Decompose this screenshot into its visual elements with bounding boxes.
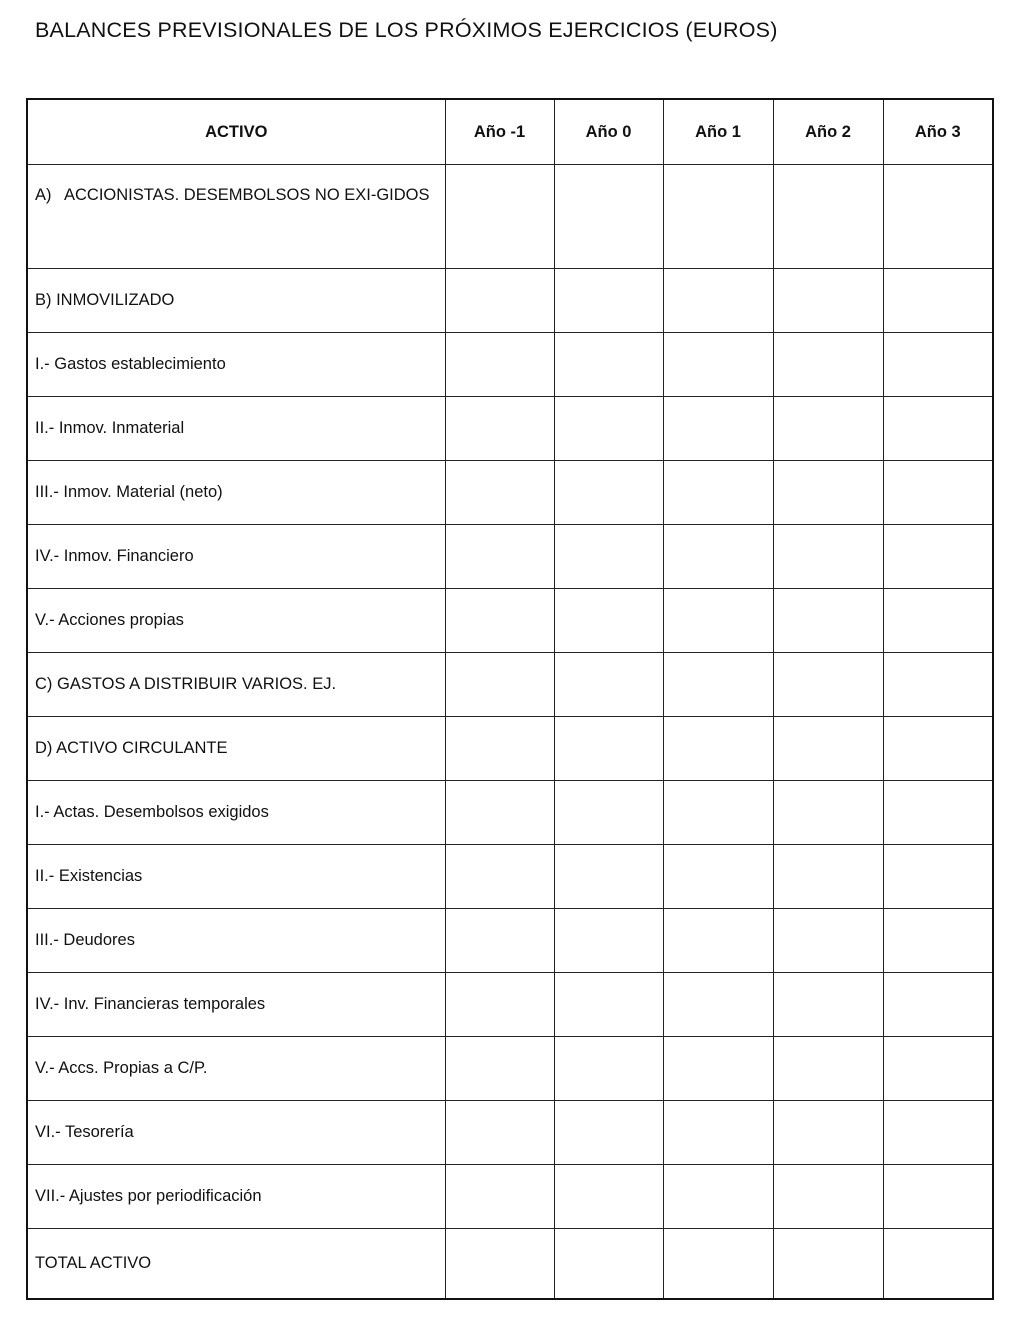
header-year-minus-1: Año -1	[445, 99, 554, 165]
cell-year-3[interactable]	[883, 1229, 993, 1300]
cell-year-0[interactable]	[554, 165, 663, 269]
header-activo: ACTIVO	[27, 99, 445, 165]
cell-year-1[interactable]	[663, 269, 773, 333]
cell-year-0[interactable]	[554, 461, 663, 525]
header-row	[27, 99, 993, 165]
cell-year-2[interactable]	[773, 781, 883, 845]
cell-year-1[interactable]	[663, 909, 773, 973]
row-label: III.- Deudores	[27, 909, 445, 973]
cell-year-minus-1[interactable]	[445, 845, 554, 909]
table-row	[27, 589, 993, 653]
cell-year-1[interactable]	[663, 1101, 773, 1165]
cell-year-3[interactable]	[883, 333, 993, 397]
balance-table	[26, 98, 994, 1300]
cell-year-1[interactable]	[663, 717, 773, 781]
header-year-3: Año 3	[883, 99, 993, 165]
cell-year-minus-1[interactable]	[445, 717, 554, 781]
row-label: V.- Acciones propias	[27, 589, 445, 653]
table-row	[27, 653, 993, 717]
header-year-2: Año 2	[773, 99, 883, 165]
cell-year-2[interactable]	[773, 653, 883, 717]
cell-year-2[interactable]	[773, 1165, 883, 1229]
cell-year-minus-1[interactable]	[445, 973, 554, 1037]
table-row	[27, 165, 993, 269]
cell-year-0[interactable]	[554, 397, 663, 461]
cell-year-3[interactable]	[883, 1101, 993, 1165]
cell-year-1[interactable]	[663, 165, 773, 269]
cell-year-1[interactable]	[663, 333, 773, 397]
cell-year-1[interactable]	[663, 781, 773, 845]
cell-year-1[interactable]	[663, 589, 773, 653]
total-row	[27, 1229, 993, 1300]
cell-year-3[interactable]	[883, 525, 993, 589]
cell-year-3[interactable]	[883, 909, 993, 973]
row-label: I.- Gastos establecimiento	[27, 333, 445, 397]
row-label: C) GASTOS A DISTRIBUIR VARIOS. EJ.	[27, 653, 445, 717]
row-label: III.- Inmov. Material (neto)	[27, 461, 445, 525]
cell-year-2[interactable]	[773, 1037, 883, 1101]
cell-year-minus-1[interactable]	[445, 781, 554, 845]
cell-year-minus-1[interactable]	[445, 589, 554, 653]
cell-year-3[interactable]	[883, 461, 993, 525]
cell-year-minus-1[interactable]	[445, 1037, 554, 1101]
table-row	[27, 269, 993, 333]
cell-year-2[interactable]	[773, 165, 883, 269]
row-label: D) ACTIVO CIRCULANTE	[27, 717, 445, 781]
cell-year-minus-1[interactable]	[445, 165, 554, 269]
row-label: VII.- Ajustes por periodificación	[27, 1165, 445, 1229]
cell-year-0[interactable]	[554, 1165, 663, 1229]
cell-year-3[interactable]	[883, 973, 993, 1037]
row-label: II.- Existencias	[27, 845, 445, 909]
cell-year-3[interactable]	[883, 165, 993, 269]
row-text: ACCIONISTAS. DESEMBOLSOS NO EXI-GIDOS	[64, 186, 430, 204]
cell-year-1[interactable]	[663, 1229, 773, 1300]
cell-year-2[interactable]	[773, 717, 883, 781]
cell-year-2[interactable]	[773, 397, 883, 461]
cell-year-3[interactable]	[883, 397, 993, 461]
table-row	[27, 333, 993, 397]
page-title: BALANCES PREVISIONALES DE LOS PRÓXIMOS EJERCICIOS (EUROS)	[35, 18, 778, 42]
row-label: IV.- Inv. Financieras temporales	[27, 973, 445, 1037]
cell-year-2[interactable]	[773, 269, 883, 333]
cell-year-3[interactable]	[883, 717, 993, 781]
cell-year-1[interactable]	[663, 1037, 773, 1101]
cell-year-3[interactable]	[883, 653, 993, 717]
cell-year-minus-1[interactable]	[445, 269, 554, 333]
cell-year-1[interactable]	[663, 461, 773, 525]
cell-year-minus-1[interactable]	[445, 1229, 554, 1300]
cell-year-1[interactable]	[663, 525, 773, 589]
table-row	[27, 973, 993, 1037]
row-label: VI.- Tesorería	[27, 1101, 445, 1165]
cell-year-3[interactable]	[883, 269, 993, 333]
table-row	[27, 717, 993, 781]
cell-year-1[interactable]	[663, 845, 773, 909]
row-label: II.- Inmov. Inmaterial	[27, 397, 445, 461]
cell-year-minus-1[interactable]	[445, 397, 554, 461]
cell-year-2[interactable]	[773, 973, 883, 1037]
cell-year-minus-1[interactable]	[445, 525, 554, 589]
cell-year-3[interactable]	[883, 781, 993, 845]
table-row	[27, 909, 993, 973]
header-year-0: Año 0	[554, 99, 663, 165]
table-row	[27, 461, 993, 525]
cell-year-1[interactable]	[663, 1165, 773, 1229]
cell-year-minus-1[interactable]	[445, 461, 554, 525]
cell-year-0[interactable]	[554, 653, 663, 717]
row-label	[27, 165, 445, 269]
cell-year-3[interactable]	[883, 1165, 993, 1229]
cell-year-0[interactable]	[554, 1229, 663, 1300]
row-prefix: A)	[35, 186, 52, 204]
table-row	[27, 781, 993, 845]
table-row	[27, 397, 993, 461]
table-row	[27, 525, 993, 589]
cell-year-minus-1[interactable]	[445, 1101, 554, 1165]
cell-year-3[interactable]	[883, 845, 993, 909]
cell-year-1[interactable]	[663, 397, 773, 461]
cell-year-2[interactable]	[773, 461, 883, 525]
cell-year-0[interactable]	[554, 781, 663, 845]
cell-year-2[interactable]	[773, 525, 883, 589]
cell-year-minus-1[interactable]	[445, 1165, 554, 1229]
cell-year-minus-1[interactable]	[445, 653, 554, 717]
table-row	[27, 1101, 993, 1165]
cell-year-0[interactable]	[554, 1101, 663, 1165]
cell-year-3[interactable]	[883, 589, 993, 653]
row-label: TOTAL ACTIVO	[27, 1229, 445, 1300]
cell-year-2[interactable]	[773, 1101, 883, 1165]
cell-year-0[interactable]	[554, 269, 663, 333]
row-label: I.- Actas. Desembolsos exigidos	[27, 781, 445, 845]
cell-year-2[interactable]	[773, 845, 883, 909]
table-row	[27, 845, 993, 909]
cell-year-1[interactable]	[663, 973, 773, 1037]
cell-year-0[interactable]	[554, 717, 663, 781]
cell-year-0[interactable]	[554, 845, 663, 909]
cell-year-2[interactable]	[773, 909, 883, 973]
cell-year-0[interactable]	[554, 1037, 663, 1101]
cell-year-0[interactable]	[554, 525, 663, 589]
header-year-1: Año 1	[663, 99, 773, 165]
cell-year-minus-1[interactable]	[445, 333, 554, 397]
row-label: V.- Accs. Propias a C/P.	[27, 1037, 445, 1101]
cell-year-3[interactable]	[883, 1037, 993, 1101]
row-label: IV.- Inmov. Financiero	[27, 525, 445, 589]
row-label: B) INMOVILIZADO	[27, 269, 445, 333]
cell-year-minus-1[interactable]	[445, 909, 554, 973]
cell-year-1[interactable]	[663, 653, 773, 717]
cell-year-2[interactable]	[773, 333, 883, 397]
cell-year-0[interactable]	[554, 589, 663, 653]
cell-year-0[interactable]	[554, 973, 663, 1037]
cell-year-0[interactable]	[554, 909, 663, 973]
table-row	[27, 1037, 993, 1101]
cell-year-2[interactable]	[773, 589, 883, 653]
cell-year-2[interactable]	[773, 1229, 883, 1300]
table-row	[27, 1165, 993, 1229]
cell-year-0[interactable]	[554, 333, 663, 397]
